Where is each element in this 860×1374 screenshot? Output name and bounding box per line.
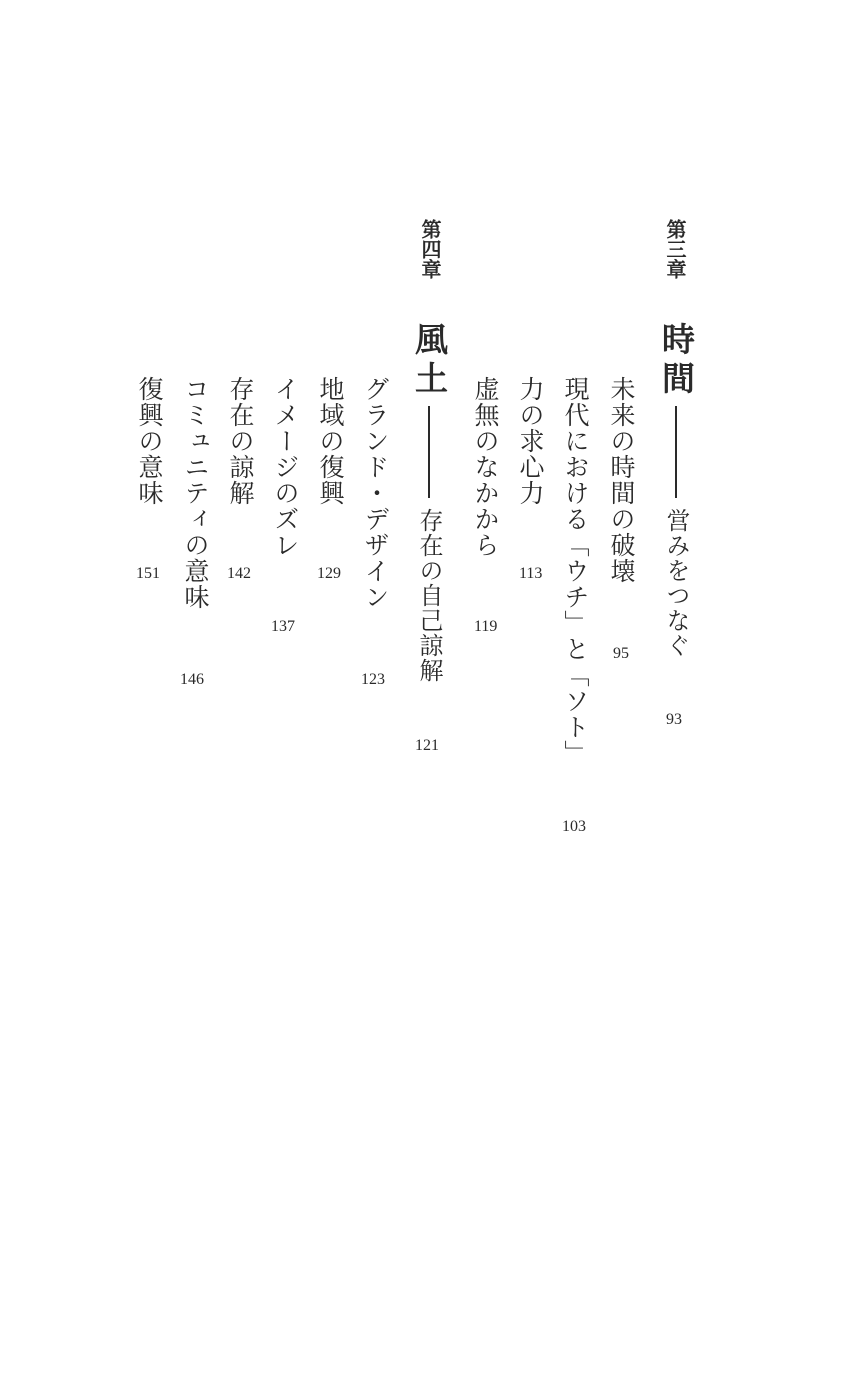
toc-entry-page: 103 [562, 818, 586, 835]
toc-entry-page: 142 [227, 565, 251, 582]
chapter4-title: 風土 [410, 322, 449, 400]
chapter4-subtitle: 存在の自己諒解 [415, 508, 443, 683]
toc-entry-page: 119 [474, 618, 498, 635]
toc-entry-page: 113 [519, 565, 543, 582]
toc-entry-title: 現代における「ウチ」と「ソト」 [561, 376, 590, 766]
toc-entry-title: 虚無のなかから [471, 376, 500, 558]
chapter4-label: 第四章 [418, 219, 442, 279]
toc-entry-title: コミュニティの意味 [181, 376, 210, 610]
toc-entry-title: 未来の時間の破壊 [607, 376, 636, 584]
chapter3-heading [657, 322, 696, 658]
toc-entry-page: 137 [271, 618, 295, 635]
chapter4-dash [428, 406, 430, 498]
toc-entry-page: 129 [317, 565, 341, 582]
toc-entry-title: 地域の復興 [316, 376, 345, 506]
toc-entry-title: 復興の意味 [135, 376, 164, 506]
toc-entry-page: 146 [180, 671, 204, 688]
chapter4-heading [410, 322, 449, 683]
chapter3-page: 93 [666, 711, 682, 728]
chapter3-title: 時間 [657, 322, 696, 400]
toc-entry-title: イメージのズレ [271, 376, 300, 558]
toc-entry-title: 力の求心力 [516, 376, 545, 506]
toc-entry-page: 95 [613, 645, 629, 662]
chapter4-page: 121 [415, 737, 439, 754]
chapter3-subtitle: 営みをつなぐ [662, 508, 690, 658]
toc-entry-page: 123 [361, 671, 385, 688]
toc-entry-title: グランド・デザイン [361, 376, 390, 610]
chapter3-dash [675, 406, 677, 498]
toc-entry-page: 151 [136, 565, 160, 582]
toc-entry-title: 存在の諒解 [226, 376, 255, 506]
chapter3-label: 第三章 [663, 219, 687, 279]
